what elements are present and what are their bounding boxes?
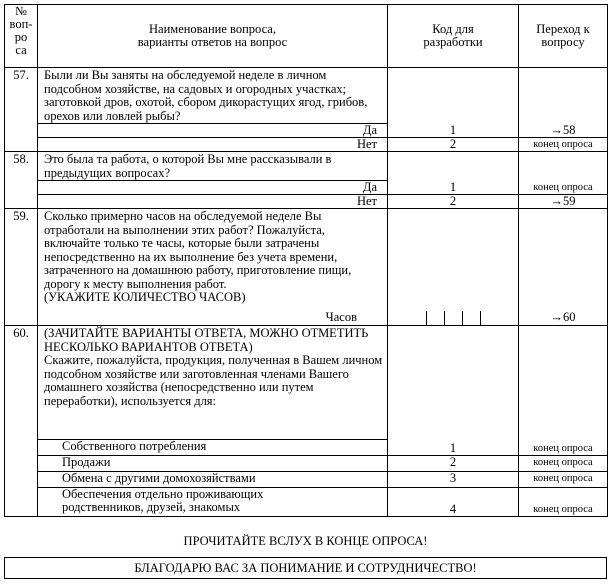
header-row xyxy=(5,5,608,68)
q60-option-3 xyxy=(5,472,608,488)
q57-text: Были ли Вы заняты на обследуемой неделе в личном подсобном хозяйстве, на садовых и огородных участках; заготовкой дров, охотой, сбором дикорастущих ягод, грибов, орехов или ловлей рыбы? xyxy=(38,68,388,124)
q60-option-label: Собственного потребления xyxy=(38,440,388,456)
q59-number: 59. xyxy=(5,209,38,326)
q57-number: 57. xyxy=(5,68,38,152)
q59-transition: →60 xyxy=(519,311,608,326)
q60-transition: конец опроса xyxy=(519,456,608,472)
q59-answer-label: Часов xyxy=(38,311,388,326)
header-code: Код для разработки xyxy=(388,5,519,68)
q57-code: 2 xyxy=(388,138,519,152)
q58-answer-yes xyxy=(5,181,608,195)
q60-transition: конец опроса xyxy=(519,472,608,488)
header-transition: Переход к вопросу xyxy=(519,5,608,68)
q58-answer-no xyxy=(5,195,608,209)
q57-code: 1 xyxy=(388,124,519,138)
q60-row xyxy=(5,326,608,440)
q60-code: 3 xyxy=(388,472,519,488)
q59-text: Сколько примерно часов на обследуемой неделе Вы отработали на выполнении этих работ? Пожалуйста, включайте только те часы, которые были затрачены непосредственно на их выполнение без учета времени, затраченного на домашнюю работу, приготовление пищи, дорогу к месту выполнения работ. xyxy=(44,209,352,291)
q57-answer-label: Да xyxy=(38,124,388,138)
header-name: Наименование вопроса, варианты ответов на вопрос xyxy=(38,5,388,68)
q60-code: 4 xyxy=(388,488,519,517)
q60-option-label: Обмена с другими домохозяйствами xyxy=(38,472,388,488)
q59-row xyxy=(5,209,608,312)
q60-transition: конец опроса xyxy=(519,488,608,517)
read-aloud-instruction: ПРОЧИТАЙТЕ ВСЛУХ В КОНЦЕ ОПРОСА! xyxy=(183,534,428,548)
q60-instruction: (ЗАЧИТАЙТЕ ВАРИАНТЫ ОТВЕТА, МОЖНО ОТМЕТИТЬ НЕСКОЛЬКО ВАРИАНТОВ ОТВЕТА) xyxy=(44,326,369,354)
q57-row xyxy=(5,68,608,124)
q60-code: 2 xyxy=(388,456,519,472)
q60-option-label: Обеспечения отдельно проживающих родственников, друзей, знакомых xyxy=(38,488,388,517)
q57-answer-yes xyxy=(5,124,608,138)
q58-answer-label: Да xyxy=(38,181,388,195)
questionnaire-table xyxy=(4,4,608,517)
q58-row xyxy=(5,152,608,181)
q60-code: 1 xyxy=(388,440,519,456)
q57-transition: →58 xyxy=(519,124,608,138)
thanks-box: БЛАГОДАРЮ ВАС ЗА ПОНИМАНИЕ И СОТРУДНИЧЕСТВО! xyxy=(4,557,607,579)
q57-transition: конец опроса xyxy=(519,138,608,152)
q57-answer-label: Нет xyxy=(38,138,388,152)
q57-answer-no xyxy=(5,138,608,152)
q58-text: Это была та работа, о которой Вы мне рассказывали в предыдущих вопросах? xyxy=(38,152,388,181)
q58-transition: конец опроса xyxy=(519,181,608,195)
q58-number: 58. xyxy=(5,152,38,209)
q59-instruction: (УКАЖИТЕ КОЛИЧЕСТВО ЧАСОВ) xyxy=(44,290,246,304)
q58-code: 2 xyxy=(388,195,519,209)
q58-answer-label: Нет xyxy=(38,195,388,209)
q60-option-2 xyxy=(5,456,608,472)
q60-number: 60. xyxy=(5,326,38,517)
q60-text: Скажите, пожалуйста, продукция, полученная в Вашем личном подсобном хозяйстве или заготовленная членами Вашего домашнего хозяйства (непосредственно или путем переработки), используется для: xyxy=(44,353,383,408)
q60-option-label: Продажи xyxy=(38,456,388,472)
q58-transition: →59 xyxy=(519,195,608,209)
header-num: № воп- ро са xyxy=(5,5,38,68)
q59-hours-box[interactable] xyxy=(388,311,519,326)
q60-transition: конец опроса xyxy=(519,440,608,456)
q58-code: 1 xyxy=(388,181,519,195)
q60-option-4 xyxy=(5,488,608,517)
q59-answer-hours xyxy=(5,311,608,326)
q60-option-1 xyxy=(5,440,608,456)
